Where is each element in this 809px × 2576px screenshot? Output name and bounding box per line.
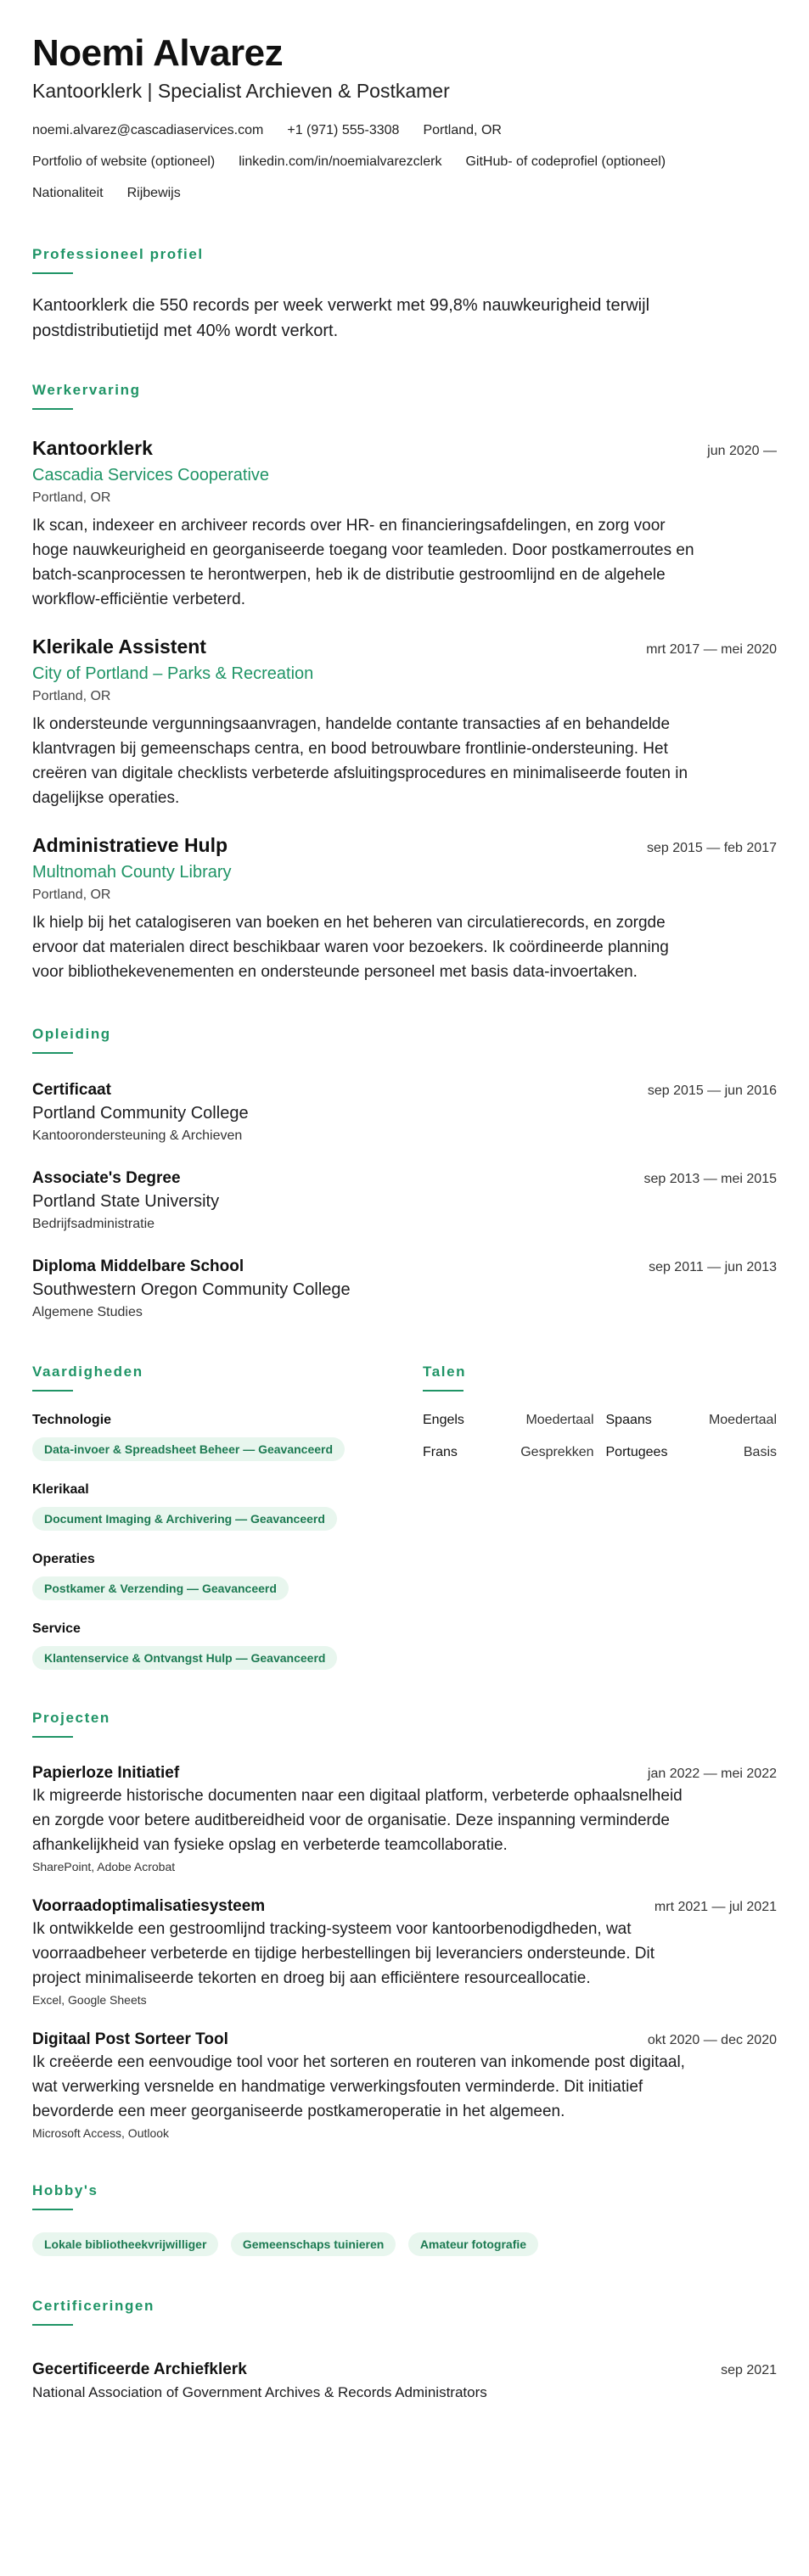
field-of-study: Kantoorondersteuning & Archieven [32,1128,243,1143]
language-name: Spaans [605,1413,652,1427]
project-description: Ik creëerde een eenvoudige tool voor het sorteren en routeren van inkomende post digitaal, wat verwerking versnelde en handmatige verwerkingsfouten verminderde. Dit initiatief bevorderde een meer georganiseerde postkameroperatie in het algemeen. [32,2053,685,2120]
project-dates: mrt 2021 — jul 2021 [654,1900,777,1914]
school-name: Southwestern Oregon Community College [32,1280,351,1299]
skill-chip: Postkamer & Verzending — Geavanceerd [32,1576,289,1600]
section-divider [32,272,73,274]
education-section [32,1025,777,1322]
skill-chip: Document Imaging & Archivering — Geavanceerd [32,1507,337,1531]
section-title-hobbies: Hobby's [32,2182,98,2198]
job-location: Portland, OR [32,689,111,703]
nationality-field: Nationaliteit [32,186,104,200]
experience-item [32,634,777,810]
contact-phone[interactable]: +1 (971) 555-3308 [287,123,400,137]
job-description: Ik ondersteunde vergunningsaanvragen, handelde contante transacties af en behandelde klantvragen bij gemeenschaps centra, en bood betrouwbare frontlinie-ondersteuning. Het creëren van digitale checklists verbeterde afsluitingsprocedures en minimaliseerde fouten in dagelijkse operaties. [32,715,688,807]
field-of-study: Bedrijfsadministratie [32,1217,155,1231]
project-tech: SharePoint, Adobe Acrobat [32,1860,176,1873]
language-name: Engels [423,1413,464,1427]
section-title-summary: Professioneel profiel [32,246,204,262]
contact-location: Portland, OR [423,123,502,137]
section-divider [423,1390,463,1392]
education-dates: sep 2011 — jun 2013 [649,1260,777,1274]
hobby-chip: Amateur fotografie [408,2232,538,2256]
job-title: Kantoorklerk [32,437,153,459]
project-description: Ik ontwikkelde een gestroomlijnd tracking-systeem voor kantoorbenodigdheden, wat voorraadbeheer verbeterde en tijdige herbestellingen bij leveranciers ondersteunde. Dit project minimaliseerde tekorten en droeg bij aan efficiëntere resourceallocatie. [32,1920,655,1987]
hobby-chip: Lokale bibliotheekvrijwilliger [32,2232,218,2256]
project-item [32,1896,777,2008]
language-item [606,1444,778,1461]
projects-section [32,1709,777,2141]
job-description: Ik scan, indexeer en archiveer records over HR- en financieringsafdelingen, en zorg voor hoge nauwkeurigheid en georganiseerde toegang voor teamleden. Door postkamerroutes en batch-scanprocessen te herontwerpen, heb ik de distributie gestroomlijnd en de algehele workflow-efficiëntie verbeterd. [32,517,694,608]
skill-chip: Klantenservice & Ontvangst Hulp — Geavanceerd [32,1646,337,1670]
project-dates: jan 2022 — mei 2022 [647,1767,777,1781]
project-dates: okt 2020 — dec 2020 [647,2033,777,2047]
github-link[interactable]: GitHub- of codeprofiel (optioneel) [465,154,666,169]
skills-section [32,1363,423,1670]
language-item [606,1412,778,1429]
job-dates: sep 2015 — feb 2017 [646,841,777,855]
language-level: Moedertaal [525,1413,594,1427]
education-item [32,1256,777,1322]
job-dates: jun 2020 — [707,444,777,458]
project-name: Voorraadoptimalisatiesysteem [32,1897,266,1915]
school-name: Portland Community College [32,1104,249,1123]
project-item [32,2030,777,2141]
job-title: Klerikale Assistent [32,636,206,658]
experience-item [32,435,777,612]
job-description: Ik hielp bij het catalogiseren van boeken en het beheren van circulatierecords, en zorgde ervoor dat materialen direct beschikbaar waren voor bezoekers. Ik coördineerde planning voor bibliothekevenementen en ondersteunde personeel met basis data-invoertaken. [32,914,669,981]
certification-item [32,2360,777,2402]
project-item [32,1763,777,1874]
language-level: Basis [743,1445,777,1459]
experience-item [32,832,777,984]
contact-links [32,154,777,185]
company-name: Cascadia Services Cooperative [32,466,270,484]
skill-category: Klerikaal [32,1482,89,1497]
summary-section [32,245,777,344]
section-title-certifications: Certificeringen [32,2298,154,2314]
job-location: Portland, OR [32,888,111,902]
skill-group [32,1481,423,1531]
hobby-chip: Gemeenschaps tuinieren [231,2232,396,2256]
certification-name: Gecertificeerde Archiefklerk [32,2360,247,2378]
skill-group [32,1412,423,1461]
job-title: Administratieve Hulp [32,834,228,856]
section-title-experience: Werkervaring [32,382,141,398]
project-tech: Microsoft Access, Outlook [32,2126,170,2140]
skill-chip: Data-invoer & Spreadsheet Beheer — Geavanceerd [32,1437,345,1461]
skills-languages-row [32,1363,777,1670]
certification-issuer: National Association of Government Archives & Records Administrators [32,2384,487,2400]
candidate-name: Noemi Alvarez [32,32,284,74]
section-title-skills: Vaardigheden [32,1364,143,1380]
skill-group [32,1621,423,1670]
school-name: Portland State University [32,1192,220,1211]
language-list [423,1412,777,1461]
certification-date: sep 2021 [721,2363,777,2377]
language-name: Portugees [605,1445,668,1459]
certifications-section [32,2297,777,2402]
language-level: Moedertaal [708,1413,777,1427]
experience-section [32,381,777,984]
skill-category: Operaties [32,1552,95,1566]
summary-text: Kantoorklerk die 550 records per week verwerkt met 99,8% nauwkeurigheid terwijl postdistributietijd met 40% wordt verkort. [32,296,650,340]
field-of-study: Algemene Studies [32,1305,143,1319]
project-name: Digitaal Post Sorteer Tool [32,2030,228,2048]
hobby-list [32,2224,777,2256]
language-item [423,1412,594,1429]
skill-category: Technologie [32,1413,112,1427]
contact-email[interactable]: noemi.alvarez@cascadiaservices.com [32,123,264,137]
project-name: Papierloze Initiatief [32,1764,180,1782]
language-name: Frans [423,1445,458,1459]
section-divider [32,1736,73,1738]
degree-name: Associate's Degree [32,1169,181,1187]
contact-extra [32,185,777,216]
section-divider [32,2209,73,2210]
candidate-headline: Kantoorklerk | Specialist Archieven & Postkamer [32,80,450,102]
degree-name: Certificaat [32,1081,111,1099]
section-title-education: Opleiding [32,1026,111,1042]
section-divider [32,1052,73,1054]
education-dates: sep 2015 — jun 2016 [647,1084,777,1098]
drivers-license-field: Rijbewijs [126,186,181,200]
skill-category: Service [32,1621,81,1636]
language-level: Gesprekken [520,1445,594,1459]
project-description: Ik migreerde historische documenten naar een digitaal platform, verbeterde ophaalsnelheid en zorgde voor betere auditbereidheid voor de organisatie. Deze inspanning verminderde afhankelijkheid van fysieke opslag en verbeterde teamcollaboratie. [32,1787,683,1854]
section-divider [32,2324,73,2326]
job-location: Portland, OR [32,490,111,505]
section-divider [32,1390,73,1392]
language-item [423,1444,594,1461]
resume-header [32,32,777,216]
contact-info [32,122,777,154]
section-title-languages: Talen [423,1364,467,1380]
education-item [32,1168,777,1234]
company-name: City of Portland – Parks & Recreation [32,664,314,683]
company-name: Multnomah County Library [32,863,232,882]
project-tech: Excel, Google Sheets [32,1993,147,2007]
job-dates: mrt 2017 — mei 2020 [646,642,777,657]
degree-name: Diploma Middelbare School [32,1257,244,1275]
skill-group [32,1551,423,1600]
languages-section [423,1363,777,1670]
section-divider [32,408,73,410]
linkedin-link[interactable]: linkedin.com/in/noemialvarezclerk [239,154,442,169]
hobbies-section [32,2181,777,2256]
section-title-projects: Projecten [32,1710,110,1726]
portfolio-link[interactable]: Portfolio of website (optioneel) [32,154,216,169]
education-dates: sep 2013 — mei 2015 [643,1172,777,1186]
education-item [32,1079,777,1145]
